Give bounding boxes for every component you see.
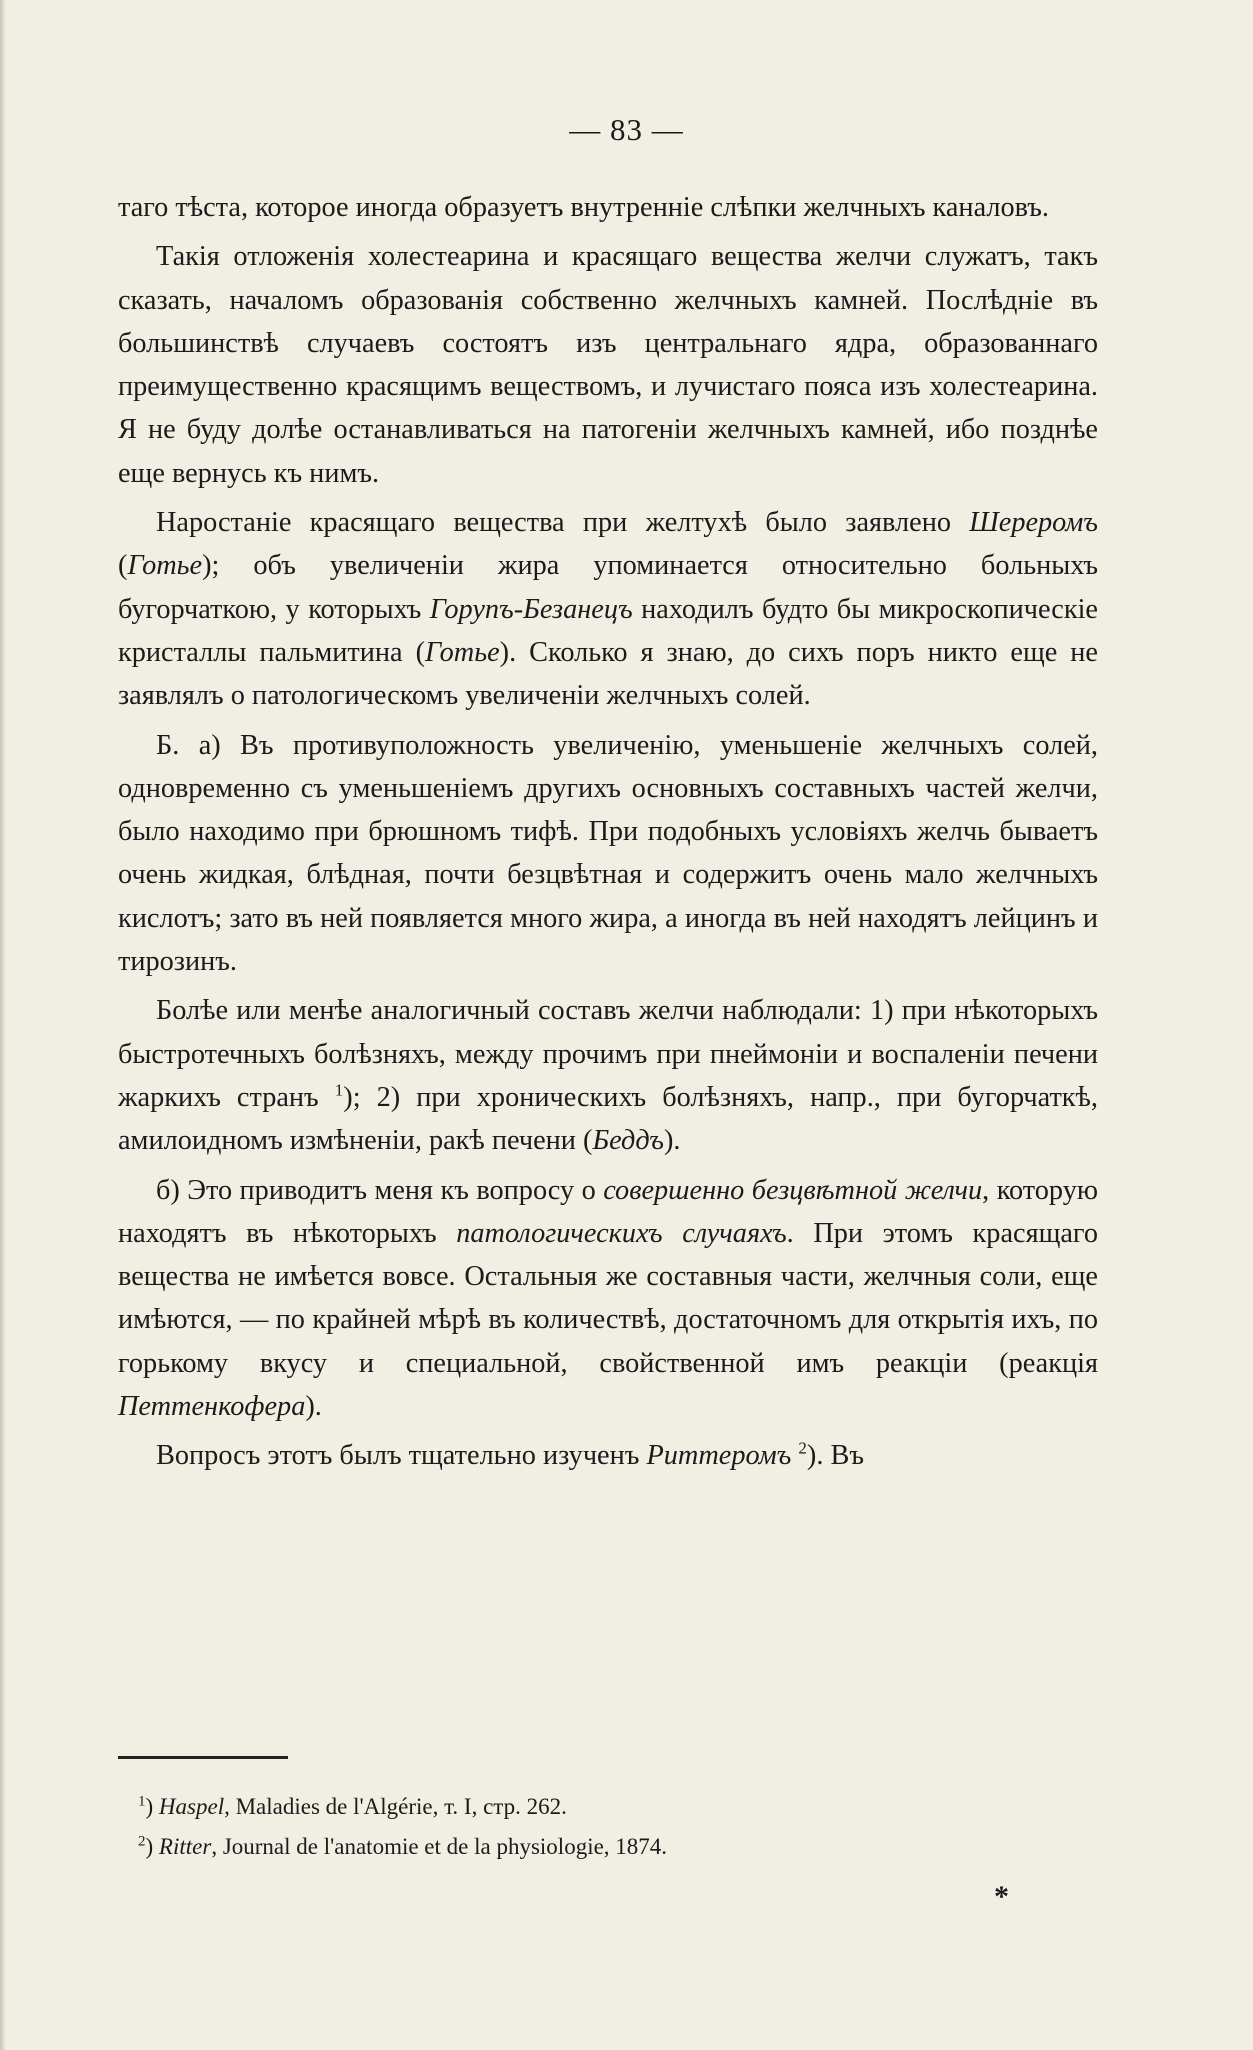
footnote-1-author: Haspel — [158, 1794, 225, 1819]
footnote-1: $^1$) Haspel, Maladies de l'Algérie, т. I, стр. 262. — [138, 1793, 567, 1819]
paragraph-7-text-2: ). Въ — [806, 1440, 864, 1472]
footnote-2-text: , Journal de l'anatomie et de la physiologie, 1874. — [211, 1834, 668, 1859]
paragraph-6-text-1: б) Это приводитъ меня къ вопросу о — [156, 1174, 596, 1206]
paragraph-3-text-5: ). Сколько я знаю, до сихъ поръ никто еще не заявлялъ о патологическомъ увеличеніи желчныхъ солей. — [118, 636, 1098, 712]
footnote-2: $^2$) Ritter, Journal de l'anatomie et de la physiologie, 1874. — [138, 1833, 668, 1859]
author-name-gautier-2: Готье — [425, 636, 500, 668]
paragraph-6-text-3: . При этомъ красящаго вещества не имѣется вовсе. Остальныя же составныя части, желчныя соли, еще имѣются, — по крайней мѣрѣ въ количествѣ, достаточномъ для открытія ихъ, по горькому вкусу и специальной, свойственной имъ реакціи (реакція — [118, 1217, 1098, 1379]
page-edge-shadow — [0, 0, 6, 2050]
page-number: — 83 — — [569, 112, 684, 147]
author-name-pettenkofer: Петтенкофера — [118, 1391, 306, 1423]
paragraph-4: Б. а) Въ противуположность увеличенію, уменьшеніе желчныхъ солей, одновременно съ уменьшеніемъ другихъ основныхъ составныхъ частей желчи, было находимо при брюшномъ тифѣ. При подобныхъ условіяхъ желчь бываетъ очень жидкая, блѣдная, почти безцвѣтная и содержитъ очень мало желчныхъ кислотъ; зато въ ней появляется много жира, а иногда въ ней находятъ лейцинъ и тирозинъ. — [118, 729, 1098, 978]
author-name-scherer: Шереромъ — [969, 507, 1098, 539]
signature-mark: * — [994, 1880, 1009, 1913]
paragraph-3 — [118, 501, 1098, 717]
paragraph-6-text-4: ). — [305, 1391, 322, 1423]
paragraph-7 — [118, 1434, 1098, 1477]
paragraph-2: Такія отложенія холестеарина и красящаго вещества желчи служатъ, такъ сказать, началомъ образованія собственно желчныхъ камней. Послѣдніе въ большинствѣ случаевъ состоятъ изъ центральнаго ядра, образованнаго преимущественно красящимъ веществомъ, и лучистаго пояса изъ холестеарина. Я не буду долѣе останавливаться на патогеніи желчныхъ камней, ибо позднѣе еще вернусь къ нимъ. — [118, 241, 1098, 489]
paragraph-5-text-3: ). — [663, 1125, 681, 1157]
footnote-ref-2: 2 — [798, 1438, 807, 1458]
paragraph-7-text-1: Вопросъ этотъ былъ тщательно изученъ — [156, 1440, 640, 1472]
emphasis-colorless-bile: совершенно безцвѣтной желчи — [603, 1174, 983, 1206]
footnote-1-mark: 1 — [138, 1793, 146, 1810]
paragraph-1: таго тѣста, которое иногда образуетъ внутренніе слѣпки желчныхъ каналовъ. — [118, 192, 1050, 223]
emphasis-pathological-cases: патологическихъ случаяхъ — [456, 1217, 787, 1249]
paragraph-5-text-1: Болѣе или менѣе аналогичный составъ желчи наблюдали: 1) при нѣкоторыхъ быстротечныхъ болѣзняхъ, между прочимъ при пнеймоніи и воспаленіи печени жаркихъ странъ — [118, 995, 1098, 1113]
paragraph-6-text-2: , которую находятъ въ нѣкоторыхъ — [118, 1174, 1098, 1249]
paragraph-6 — [118, 1169, 1098, 1429]
footnote-2-author: Ritter — [158, 1834, 212, 1859]
paragraph-3-text-1: Наростаніе красящаго вещества при желтухѣ было заявлено — [156, 507, 951, 539]
paragraph-3-text-2: ( — [118, 550, 128, 582]
paragraph-5-text-2: ); 2) при хроническихъ болѣзняхъ, напр., при бугорчаткѣ, амилоидномъ измѣненіи, ракѣ печени ( — [118, 1081, 1098, 1157]
paragraph-5 — [118, 989, 1098, 1162]
author-name-budd: Беддъ — [592, 1125, 664, 1157]
footnote-2-mark: 2 — [138, 1833, 146, 1850]
footnote-ref-1: 1 — [334, 1080, 344, 1100]
body-text — [118, 186, 1098, 1484]
paragraph-3-text-3: ); объ увеличеніи жира упоминается относительно больныхъ бугорчаткою, у которыхъ — [118, 550, 1098, 625]
author-name-gautier: Готье — [127, 550, 203, 582]
footnote-1-text: , Maladies de l'Algérie, т. I, стр. 262. — [224, 1794, 567, 1819]
author-name-gorup-besanez: Горупъ-Безанецъ — [429, 593, 633, 625]
footnote-divider — [118, 1756, 288, 1759]
author-name-ritter: Риттеромъ — [646, 1440, 792, 1472]
footnotes — [138, 1787, 1038, 1867]
paragraph-3-text-4: находилъ будто бы микроскопическіе кристаллы пальмитина ( — [118, 593, 1098, 668]
